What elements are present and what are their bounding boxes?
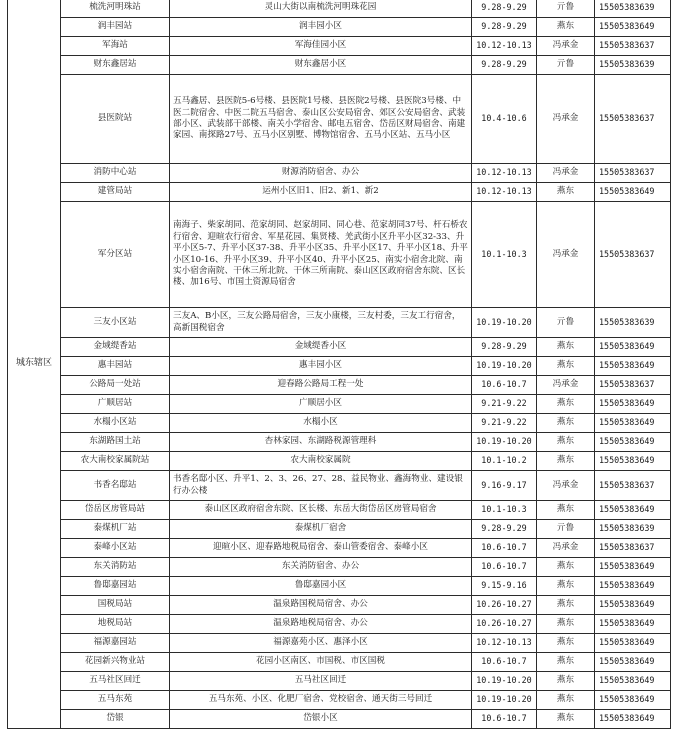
area-cell: 福源嘉苑小区、惠泽小区 [170,634,472,653]
station-cell: 军分区站 [61,202,170,308]
phone-cell: 15505383649 [595,615,671,634]
phone-cell: 15505383637 [595,164,671,183]
phone-cell: 15505383637 [595,376,671,395]
area-cell: 农大南校家属院 [170,452,472,471]
person-cell: 燕东 [537,433,595,452]
area-cell: 花园小区南区、市国税、市区国税 [170,653,472,672]
table-row [8,433,671,452]
person-cell: 燕东 [537,634,595,653]
schedule-table [7,0,671,729]
phone-cell: 15505383649 [595,338,671,357]
area-cell: 五马社区回迁 [170,672,472,691]
phone-cell: 15505383637 [595,202,671,308]
date-cell: 9.28-9.29 [472,56,537,75]
person-cell: 燕东 [537,395,595,414]
table-row [8,558,671,577]
table-row [8,183,671,202]
date-cell: 9.28-9.29 [472,18,537,37]
area-cell: 广顺居小区 [170,395,472,414]
area-cell: 金域缇香小区 [170,338,472,357]
person-cell: 亓鲁 [537,308,595,338]
date-cell: 10.12-10.13 [472,183,537,202]
station-cell: 惠丰园站 [61,357,170,376]
phone-cell: 15505383649 [595,672,671,691]
area-cell: 五马东苑、小区、化肥厂宿舍、党校宿舍、通天街三号回迁 [170,691,472,710]
area-cell: 泰煤机厂宿舍 [170,520,472,539]
person-cell: 亓鲁 [537,520,595,539]
date-cell: 9.21-9.22 [472,414,537,433]
person-cell: 冯承金 [537,202,595,308]
area-cell: 润丰园小区 [170,18,472,37]
table-row [8,376,671,395]
station-cell: 地税局站 [61,615,170,634]
phone-cell: 15505383649 [595,395,671,414]
phone-cell: 15505383649 [595,18,671,37]
table-row [8,308,671,338]
phone-cell: 15505383649 [595,653,671,672]
table-row [8,452,671,471]
phone-cell: 15505383649 [595,357,671,376]
date-cell: 10.6-10.7 [472,710,537,729]
table-row [8,37,671,56]
person-cell: 燕东 [537,183,595,202]
person-cell: 燕东 [537,18,595,37]
area-cell: 温泉路国税局宿舍、办公 [170,596,472,615]
area-cell: 泰山区区政府宿舍东院、区长楼、东岳大街岱岳区房管局宿舍 [170,501,472,520]
date-cell: 10.26-10.27 [472,596,537,615]
date-cell: 10.1-10.3 [472,202,537,308]
phone-cell: 15505383639 [595,308,671,338]
table-row [8,471,671,501]
station-cell: 财东鑫居站 [61,56,170,75]
area-cell: 惠丰园小区 [170,357,472,376]
area-cell: 东关消防宿舍、办公 [170,558,472,577]
table-row [8,520,671,539]
area-cell: 灵山大街以南梳洗河明珠花园 [170,0,472,18]
person-cell: 燕东 [537,577,595,596]
station-cell: 东湖路国土站 [61,433,170,452]
station-cell: 军海站 [61,37,170,56]
table-row [8,338,671,357]
date-cell: 10.19-10.20 [472,308,537,338]
station-cell: 鲁邸嘉园站 [61,577,170,596]
station-cell: 国税局站 [61,596,170,615]
phone-cell: 15505383637 [595,75,671,164]
person-cell: 亓鲁 [537,0,595,18]
area-cell: 水榻小区 [170,414,472,433]
area-cell: 岱银小区 [170,710,472,729]
district-cell: 城东辖区 [8,0,61,729]
station-cell: 公路局一处站 [61,376,170,395]
table-row [8,202,671,308]
date-cell: 10.19-10.20 [472,691,537,710]
station-cell: 东关消防站 [61,558,170,577]
phone-cell: 15505383649 [595,501,671,520]
phone-cell: 15505383649 [595,452,671,471]
station-cell: 水榻小区站 [61,414,170,433]
person-cell: 燕东 [537,653,595,672]
table-row [8,501,671,520]
table-row [8,653,671,672]
date-cell: 10.12-10.13 [472,164,537,183]
table-row [8,539,671,558]
person-cell: 燕东 [537,338,595,357]
person-cell: 燕东 [537,710,595,729]
phone-cell: 15505383637 [595,471,671,501]
person-cell: 燕东 [537,357,595,376]
table-row [8,164,671,183]
date-cell: 10.6-10.7 [472,376,537,395]
date-cell: 10.19-10.20 [472,357,537,376]
date-cell: 10.6-10.7 [472,558,537,577]
date-cell: 10.6-10.7 [472,539,537,558]
person-cell: 燕东 [537,691,595,710]
table-row [8,672,671,691]
area-cell: 军海佳园小区 [170,37,472,56]
phone-cell: 15505383649 [595,710,671,729]
area-cell: 书香名邸小区、升平1、2、3、26、27、28、益民物业、鑫海物业、建设银行办公楼 [170,471,472,501]
area-cell: 南海子、柴家胡同、范家胡同、赵家胡同、同心巷、范家胡同37号、杆石桥农行宿舍、迎暄农行宿舍、军星花园、集贤楼、羌武街小区升平小区32-33、升平小区5-7、升平小区37-38、升平小区35、升平小区17、升平小区18、升平小区10-16、升平小区39、升平小区40、升平小区25、南实小宿舍北院、南实小宿舍南院、干休三所北院、干休三所南院、泰山区区政府宿舍东院、区长楼、加16号、市国土资源局宿舍 [170,202,472,308]
date-cell: 10.26-10.27 [472,615,537,634]
area-cell: 温泉路地税局宿舍、办公 [170,615,472,634]
phone-cell: 15505383649 [595,577,671,596]
table-row [8,414,671,433]
date-cell: 10.12-10.13 [472,37,537,56]
area-cell: 迎暄小区、迎春路地税局宿舍、泰山管委宿舍、泰峰小区 [170,539,472,558]
station-cell: 书香名邸站 [61,471,170,501]
person-cell: 燕东 [537,558,595,577]
date-cell: 9.15-9.16 [472,577,537,596]
phone-cell: 15505383639 [595,520,671,539]
station-cell: 润丰园站 [61,18,170,37]
date-cell: 9.28-9.29 [472,0,537,18]
table-row [8,357,671,376]
station-cell: 泰峰小区站 [61,539,170,558]
area-cell: 五马鑫居、县医院5-6号楼、县医院1号楼、县医院2号楼、县医院3号楼、中医二院宿舍、中医二院五马宿舍、泰山区公安局宿舍、郊区公安局宿舍、武装部小区、武装部干部楼、南关小学宿舍、邮电五宿舍、岱岳区财局宿舍、南建家园、南探路27号、五马小区别墅、博物馆宿舍、五马小区站、五马小区 [170,75,472,164]
date-cell: 10.12-10.13 [472,634,537,653]
phone-cell: 15505383637 [595,539,671,558]
person-cell: 燕东 [537,596,595,615]
area-cell: 迎春路公路局工程一处 [170,376,472,395]
table-row [8,395,671,414]
station-cell: 消防中心站 [61,164,170,183]
schedule-rows [8,0,671,729]
area-cell: 财东鑫居小区 [170,56,472,75]
phone-cell: 15505383639 [595,56,671,75]
phone-cell: 15505383649 [595,414,671,433]
table-row [8,634,671,653]
person-cell: 亓鲁 [537,56,595,75]
table-row [8,615,671,634]
station-cell: 县医院站 [61,75,170,164]
table-row [8,710,671,729]
date-cell: 10.6-10.7 [472,653,537,672]
phone-cell: 15505383637 [595,37,671,56]
station-cell: 金域缇香站 [61,338,170,357]
station-cell: 农大南校家属院站 [61,452,170,471]
station-cell: 泰煤机厂站 [61,520,170,539]
area-cell: 三友A、B小区，三友公路局宿舍，三友小康楼，三友村委，三友工行宿舍，高新国税宿舍 [170,308,472,338]
station-cell: 梳洗河明珠站 [61,0,170,18]
station-cell: 五马社区回迁 [61,672,170,691]
table-row [8,75,671,164]
phone-cell: 15505383649 [595,558,671,577]
station-cell: 岱岳区房管局站 [61,501,170,520]
table-row [8,577,671,596]
date-cell: 10.1-10.3 [472,501,537,520]
table-row [8,56,671,75]
station-cell: 岱银 [61,710,170,729]
person-cell: 燕东 [537,615,595,634]
date-cell: 9.28-9.29 [472,520,537,539]
date-cell: 10.1-10.2 [472,452,537,471]
date-cell: 10.19-10.20 [472,672,537,691]
person-cell: 燕东 [537,414,595,433]
area-cell: 财源消防宿舍、办公 [170,164,472,183]
person-cell: 冯承金 [537,471,595,501]
area-cell: 杏林家园、东湖路税源管理科 [170,433,472,452]
phone-cell: 15505383649 [595,691,671,710]
date-cell: 9.28-9.29 [472,338,537,357]
phone-cell: 15505383649 [595,596,671,615]
phone-cell: 15505383649 [595,183,671,202]
phone-cell: 15505383649 [595,634,671,653]
phone-cell: 15505383639 [595,0,671,18]
person-cell: 燕东 [537,501,595,520]
person-cell: 燕东 [537,452,595,471]
person-cell: 冯承金 [537,164,595,183]
person-cell: 冯承金 [537,376,595,395]
person-cell: 燕东 [537,672,595,691]
station-cell: 广顺居站 [61,395,170,414]
area-cell: 鲁邸嘉园小区 [170,577,472,596]
date-cell: 10.4-10.6 [472,75,537,164]
area-cell: 运州小区旧1、旧2、新1、新2 [170,183,472,202]
table-row [8,596,671,615]
person-cell: 冯承金 [537,37,595,56]
station-cell: 福源嘉园站 [61,634,170,653]
table-row [8,18,671,37]
person-cell: 冯承金 [537,539,595,558]
station-cell: 建管局站 [61,183,170,202]
station-cell: 花园新兴物业站 [61,653,170,672]
date-cell: 9.21-9.22 [472,395,537,414]
date-cell: 9.16-9.17 [472,471,537,501]
date-cell: 10.19-10.20 [472,433,537,452]
station-cell: 五马东苑 [61,691,170,710]
station-cell: 三友小区站 [61,308,170,338]
table-row [8,691,671,710]
table-row [8,0,671,18]
phone-cell: 15505383649 [595,433,671,452]
person-cell: 冯承金 [537,75,595,164]
